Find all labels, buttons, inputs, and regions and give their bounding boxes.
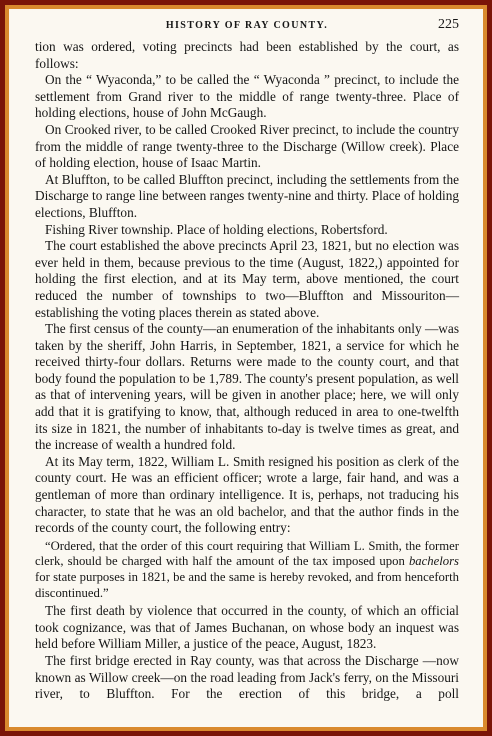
running-head: HISTORY OF RAY COUNTY. bbox=[165, 20, 329, 31]
paragraph-clerk-resignation: At its May term, 1822, William L. Smith resigned his position as clerk of the county court. He was an efficient officer; wrote a large, fair hand, and was a gentleman of more than ordinary intelligence. It is, perhaps, not traducing his character, to state that he was an old bachelor, and that the author finds in the records of the county court, the following entry: bbox=[35, 453, 459, 536]
body-text bbox=[35, 39, 459, 703]
page-number: 225 bbox=[438, 17, 459, 32]
paragraph-fishing-river: Fishing River township. Place of holding elections, Robertsford. bbox=[45, 221, 388, 237]
book-page bbox=[9, 9, 483, 727]
paragraph-bluffton-precinct: At Bluffton, to be called Bluffton precinct, including the settlements from the Discharge to range line between ranges twenty-nine and thirty. Place of holding elections, Bluffton. bbox=[35, 171, 459, 220]
page-header bbox=[35, 17, 459, 35]
paragraph-first-bridge: The first bridge erected in Ray county, was that across the Discharge —now known as Willow creek—on the road leading from Jack's ferry, on the Missouri river, to Bluffton. For the erection of this bridge, a poll bbox=[35, 652, 459, 702]
paragraph-precincts-established: The court established the above precincts April 23, 1821, but no election was ever held in them, because previous to the time (August, 1822,) appointed for holding the first election, and at its May term, above mentioned, the court reduced the number of townships to two—Bluffton and Missouriton—establishing the voting places therein as stated above. bbox=[35, 238, 459, 320]
quoted-court-order bbox=[35, 537, 459, 603]
quote-text-after: for state purposes in 1821, be and the same is hereby revoked, and from henceforth discontinued.” bbox=[35, 570, 459, 600]
paragraph-crooked-river-precinct: On Crooked river, to be called Crooked River precinct, to include the country from the middle of range twenty-three to the Discharge (Willow creek). Place of holding election, house of Isaac Martin. bbox=[35, 121, 459, 171]
paragraph-first-census: The first census of the county—an enumeration of the inhabitants only —was taken by the sheriff, John Harris, in September, 1821, a service for which he received thirty-four dollars. Returns were made to the county court, and that body found the population to be 1,789. The county's present population, as well as that of intervening years, will be given in another place; here, we will only add that it is gratifying to know, that, although reduced in area to one-twelfth its size in 1821, the number of inhabitants to-day is twelve times as great, and the increase of wealth a hundred fold. bbox=[35, 321, 459, 453]
paragraph-first-death: The first death by violence that occurred in the county, of which an official took cognizance, was that of James Buchanan, on whose body an inquest was held before William Miller, a justice of the peace, August, 1823. bbox=[35, 603, 459, 652]
quote-text-before: “Ordered, that the order of this court requiring that William L. Smith, the former clerk, should be charged with half the amount of the tax imposed upon bbox=[35, 538, 459, 569]
paragraph-wyaconda-precinct: On the “ Wyaconda,” to be called the “ Wyaconda ” precinct, to include the settlement from Grand river to the middle of range twenty-three. Place of holding elections, house of John McGaugh. bbox=[35, 72, 459, 121]
paragraph-continuation: tion was ordered, voting precincts had been established by the court, as follows: bbox=[35, 39, 459, 71]
quote-italic-word: bachelors bbox=[408, 554, 459, 569]
page-border bbox=[5, 5, 487, 731]
